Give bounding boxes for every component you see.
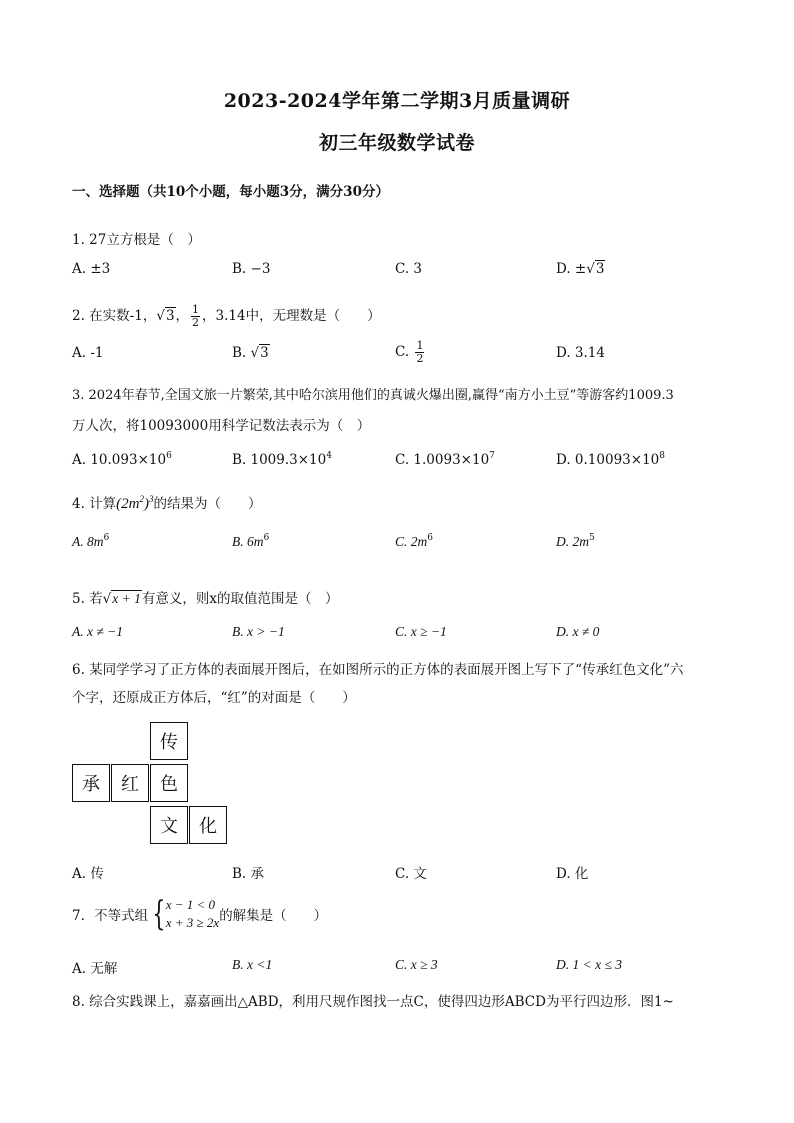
q6-option-c: C. 文 bbox=[395, 866, 427, 882]
q4-stem bbox=[72, 492, 262, 513]
q7-option-a: A. 无解 bbox=[72, 961, 118, 977]
q4-stem-end: 的结果为（ ） bbox=[153, 496, 262, 512]
q3-option-b bbox=[232, 452, 332, 468]
q3-option-a bbox=[72, 452, 172, 468]
q5-option-d: D. x ≠ 0 bbox=[556, 624, 600, 639]
q4-option-a bbox=[72, 534, 109, 550]
q5-option-a: A. x ≠ −1 bbox=[72, 624, 124, 639]
q4-exp-outer: 3 bbox=[149, 494, 154, 504]
q4-expression bbox=[116, 496, 153, 512]
sqrt-symbol: √3 bbox=[586, 261, 605, 277]
q2-stem-start: 2. 在实数-1， bbox=[72, 308, 157, 324]
q6-line1: 6. 某同学学习了正方体的表面展开图后，在如图所示的正方体的表面展开图上写下了“传承红色文化”六 bbox=[72, 662, 684, 678]
q2-sqrt-radicand: 3 bbox=[165, 308, 175, 324]
q6-line2: 个字，还原成正方体后，“红”的对面是（ ） bbox=[72, 690, 356, 706]
q2-option-b-radicand: 3 bbox=[260, 345, 269, 361]
q3-option-c-exp: 7 bbox=[489, 451, 495, 461]
q3-option-b-exp: 4 bbox=[326, 451, 332, 461]
q1-option-d-radicand: 3 bbox=[595, 261, 605, 277]
q8-line1: 8. 综合实践课上，嘉嘉画出△ABD，利用尺规作图找一点C，使得四边形ABCD为平行四边形．图1~ bbox=[72, 994, 674, 1010]
q6-option-b: B. 承 bbox=[232, 866, 265, 882]
sqrt-symbol: √3 bbox=[250, 345, 269, 361]
q3-line2: 万人次，将10093000用科学记数法表示为（ ） bbox=[72, 418, 371, 434]
q4-option-a-exp: 6 bbox=[103, 533, 110, 543]
q7-option-c: C. x ≥ 3 bbox=[395, 957, 438, 972]
q1-option-d-prefix: D. ± bbox=[556, 261, 587, 277]
q4-option-c-exp: 6 bbox=[427, 533, 433, 543]
q3-line1: 3. 2024年春节,全国文旅一片繁荣,其中哈尔滨用他们的真诚火爆出圈,赢得“南方小土豆”等游客约1009.3 bbox=[72, 388, 674, 403]
q4-option-d bbox=[556, 534, 595, 550]
q5-stem bbox=[72, 587, 339, 607]
q1-option-d bbox=[556, 261, 605, 277]
q6-option-d: D. 化 bbox=[556, 866, 589, 882]
q2-option-b-prefix: B. bbox=[232, 345, 251, 361]
q7-brace: { bbox=[152, 894, 166, 934]
q2-stem-end: ，3.14中，无理数是（ ） bbox=[202, 308, 381, 324]
q6-option-a: A. 传 bbox=[72, 866, 104, 882]
q7-system bbox=[166, 896, 219, 932]
q2-option-c-prefix: C. bbox=[395, 344, 414, 360]
q7-option-d: D. 1 < x ≤ 3 bbox=[556, 957, 623, 972]
q4-expr-open: (2m bbox=[116, 496, 140, 512]
q4-stem-start: 4. 计算 bbox=[72, 496, 117, 512]
q2-option-d: D. 3.14 bbox=[556, 345, 605, 361]
q2-frac-num: 1 bbox=[192, 303, 200, 316]
q3-option-c bbox=[395, 452, 495, 468]
q2-stem: 2. 在实数-1，√3， $\frac{1}{2}$ ，3.14中，无理数是（ ） bbox=[72, 303, 381, 329]
q4-option-c-base: C. 2m bbox=[395, 534, 428, 549]
q5-stem-start: 5. 若 bbox=[72, 591, 103, 607]
q4-option-a-base: A. 8m bbox=[72, 534, 104, 549]
q1-stem: 1. 27立方根是（ ） bbox=[72, 232, 201, 248]
q4-option-b bbox=[232, 534, 269, 550]
q4-option-b-exp: 6 bbox=[263, 533, 270, 543]
q4-exp-inner: 2 bbox=[139, 494, 144, 504]
net-cell-wen: 文 bbox=[150, 806, 188, 844]
net-cell-cheng: 承 bbox=[72, 764, 110, 802]
q3-option-b-base: B. 1009.3×10 bbox=[232, 452, 327, 468]
q2-fraction bbox=[191, 304, 200, 329]
q7-stem-end: 的解集是（ ） bbox=[219, 908, 328, 924]
q2-sqrt: √3 bbox=[156, 308, 175, 324]
exam-subtitle: 初三年级数学试卷 bbox=[318, 132, 475, 154]
q5-stem-end: 有意义，则x的取值范围是（ ） bbox=[141, 591, 339, 607]
q5-sqrt: √x + 1 bbox=[102, 591, 141, 607]
q7-ineq2: x + 3 ≥ 2x bbox=[165, 915, 220, 930]
q2-frac-den: 2 bbox=[192, 316, 200, 329]
q2-option-a: A. -1 bbox=[72, 345, 104, 361]
net-cell-hong: 红 bbox=[111, 764, 149, 802]
q1-option-c: C. 3 bbox=[395, 261, 423, 277]
q5-option-c: C. x ≥ −1 bbox=[395, 624, 447, 639]
q7-stem-start: 7．不等式组 bbox=[72, 908, 149, 924]
q3-option-c-base: C. 1.0093×10 bbox=[395, 452, 490, 468]
q5-option-b: B. x > −1 bbox=[232, 624, 285, 639]
q4-expr-close: ) bbox=[144, 496, 149, 512]
net-cell-se: 色 bbox=[150, 764, 188, 802]
q3-option-d bbox=[556, 452, 665, 468]
q1-option-a: A. ±3 bbox=[72, 261, 111, 277]
q7-option-b: B. x <1 bbox=[232, 957, 273, 972]
q2-option-c bbox=[395, 340, 426, 365]
q5-radicand: x + 1 bbox=[112, 591, 141, 606]
q3-option-a-exp: 6 bbox=[166, 451, 172, 461]
q4-option-d-exp: 5 bbox=[589, 533, 595, 543]
q7-ineq1: x − 1 < 0 bbox=[165, 897, 216, 912]
q4-option-c bbox=[395, 534, 433, 550]
net-cell-chuan: 传 bbox=[150, 722, 188, 760]
q7-stem bbox=[72, 896, 327, 932]
q2-option-c-num: 1 bbox=[416, 339, 424, 352]
q3-option-a-base: A. 10.093×10 bbox=[72, 452, 167, 468]
q3-option-d-base: D. 0.10093×10 bbox=[556, 452, 660, 468]
section-heading: 一、选择题（共10个小题，每小题3分，满分30分） bbox=[72, 184, 389, 200]
q2-option-b bbox=[232, 345, 270, 361]
q4-option-d-base: D. 2m bbox=[556, 534, 589, 549]
exam-title: 2023-2024学年第二学期3月质量调研 bbox=[223, 90, 571, 112]
q1-option-b: B. −3 bbox=[232, 261, 271, 277]
q3-option-d-exp: 8 bbox=[659, 451, 665, 461]
q4-option-b-base: B. 6m bbox=[232, 534, 264, 549]
q2-option-c-den: 2 bbox=[416, 352, 424, 365]
net-cell-hua: 化 bbox=[189, 806, 227, 844]
q2-option-c-fraction bbox=[415, 340, 424, 365]
